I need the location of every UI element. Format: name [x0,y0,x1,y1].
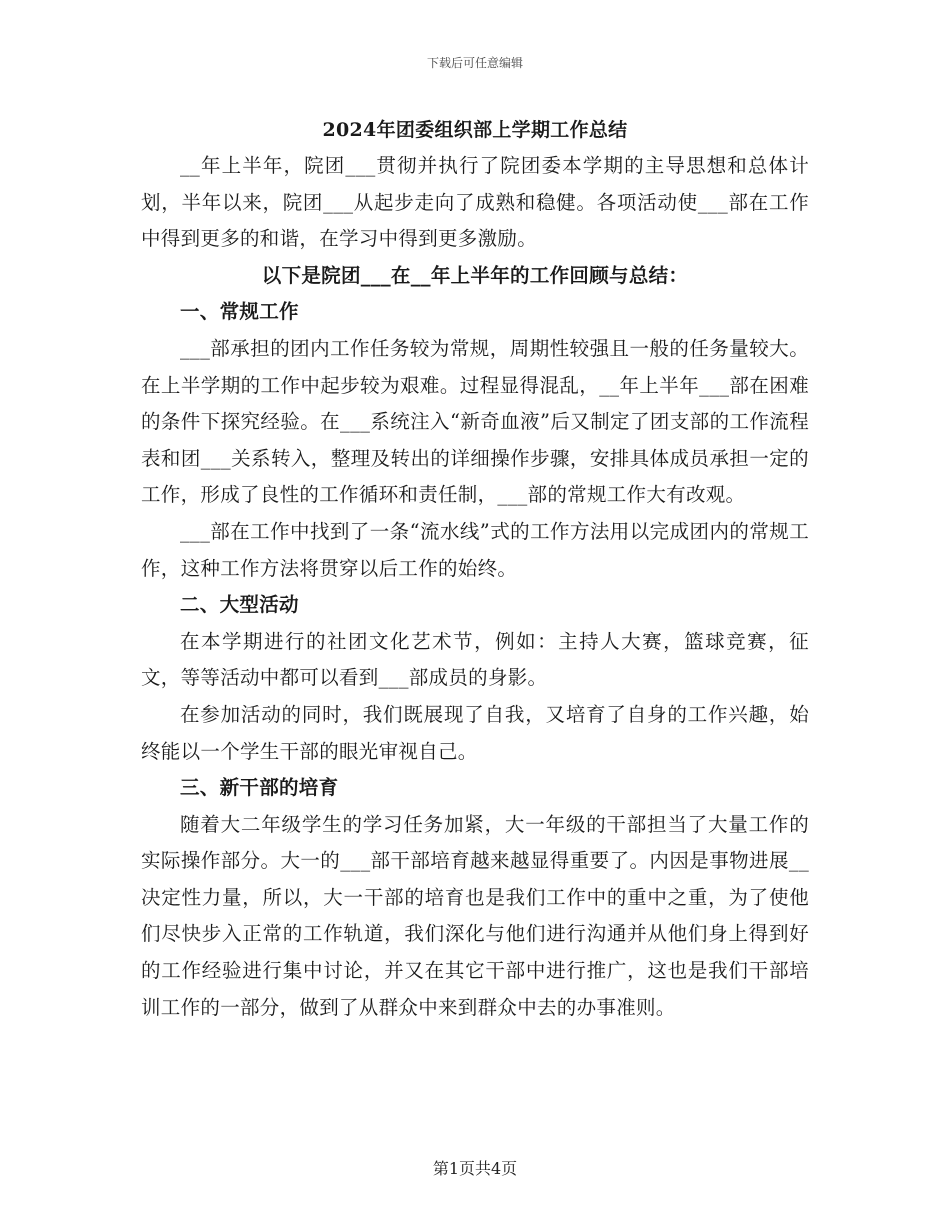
section-paragraph: ___部在工作中找到了一条“流水线”式的工作方法用以完成团内的常规工作，这种工作方法将贯穿以后工作的始终。 [141,519,809,580]
review-subtitle: 以下是院团___在__年上半年的工作回顾与总结： [261,263,689,287]
page-number-footer: 第1页共4页 [432,1159,518,1178]
section-paragraph: 在本学期进行的社团文化艺术节，例如：主持人大赛，篮球竞赛，征文，等等活动中都可以看到___部成员的身影。 [141,629,809,690]
intro-paragraph: __年上半年，院团___贯彻并执行了院团委本学期的主导思想和总体计划，半年以来，院团___从起步走向了成熟和稳健。各项活动使___部在工作中得到更多的和谐，在学习中得到更多激励。 [141,154,809,251]
section-paragraph: 随着大二年级学生的学习任务加紧，大一年级的干部担当了大量工作的实际操作部分。大一的___部干部培育越来越显得重要了。内因是事物进展__决定性力量，所以，大一干部的培育也是我们工作中的重中之重，为了使他们尽快步入正常的工作轨道，我们深化与他们进行沟通并从他们身上得到好的工作经验进行集中讨论，并又在其它干部中进行推广，这也是我们干部培训工作的一部分，做到了从群众中来到群众中去的办事准则。 [141,812,809,1019]
section-heading-routine: 一、常规工作 [180,300,299,324]
section-heading-training: 三、新干部的培育 [180,776,339,800]
section-paragraph: ___部承担的团内工作任务较为常规，周期性较强且一般的任务量较大。在上半学期的工作中起步较为艰难。过程显得混乱，__年上半年___部在困难的条件下探究经验。在___系统注入“新奇血液”后又制定了团支部的工作流程表和团___关系转入，整理及转出的详细操作步骤，安排具体成员承担一定的工作，形成了良性的工作循环和责任制，___部的常规工作大有改观。 [141,336,809,507]
document-title: 2024年团委组织部上学期工作总结 [322,119,628,141]
header-note: 下载后可任意编辑 [426,56,523,70]
section-paragraph: 在参加活动的同时，我们既展现了自我，又培育了自身的工作兴趣，始终能以一个学生干部的眼光审视自己。 [141,702,809,763]
section-heading-activities: 二、大型活动 [180,593,299,617]
document-body [141,112,809,1026]
